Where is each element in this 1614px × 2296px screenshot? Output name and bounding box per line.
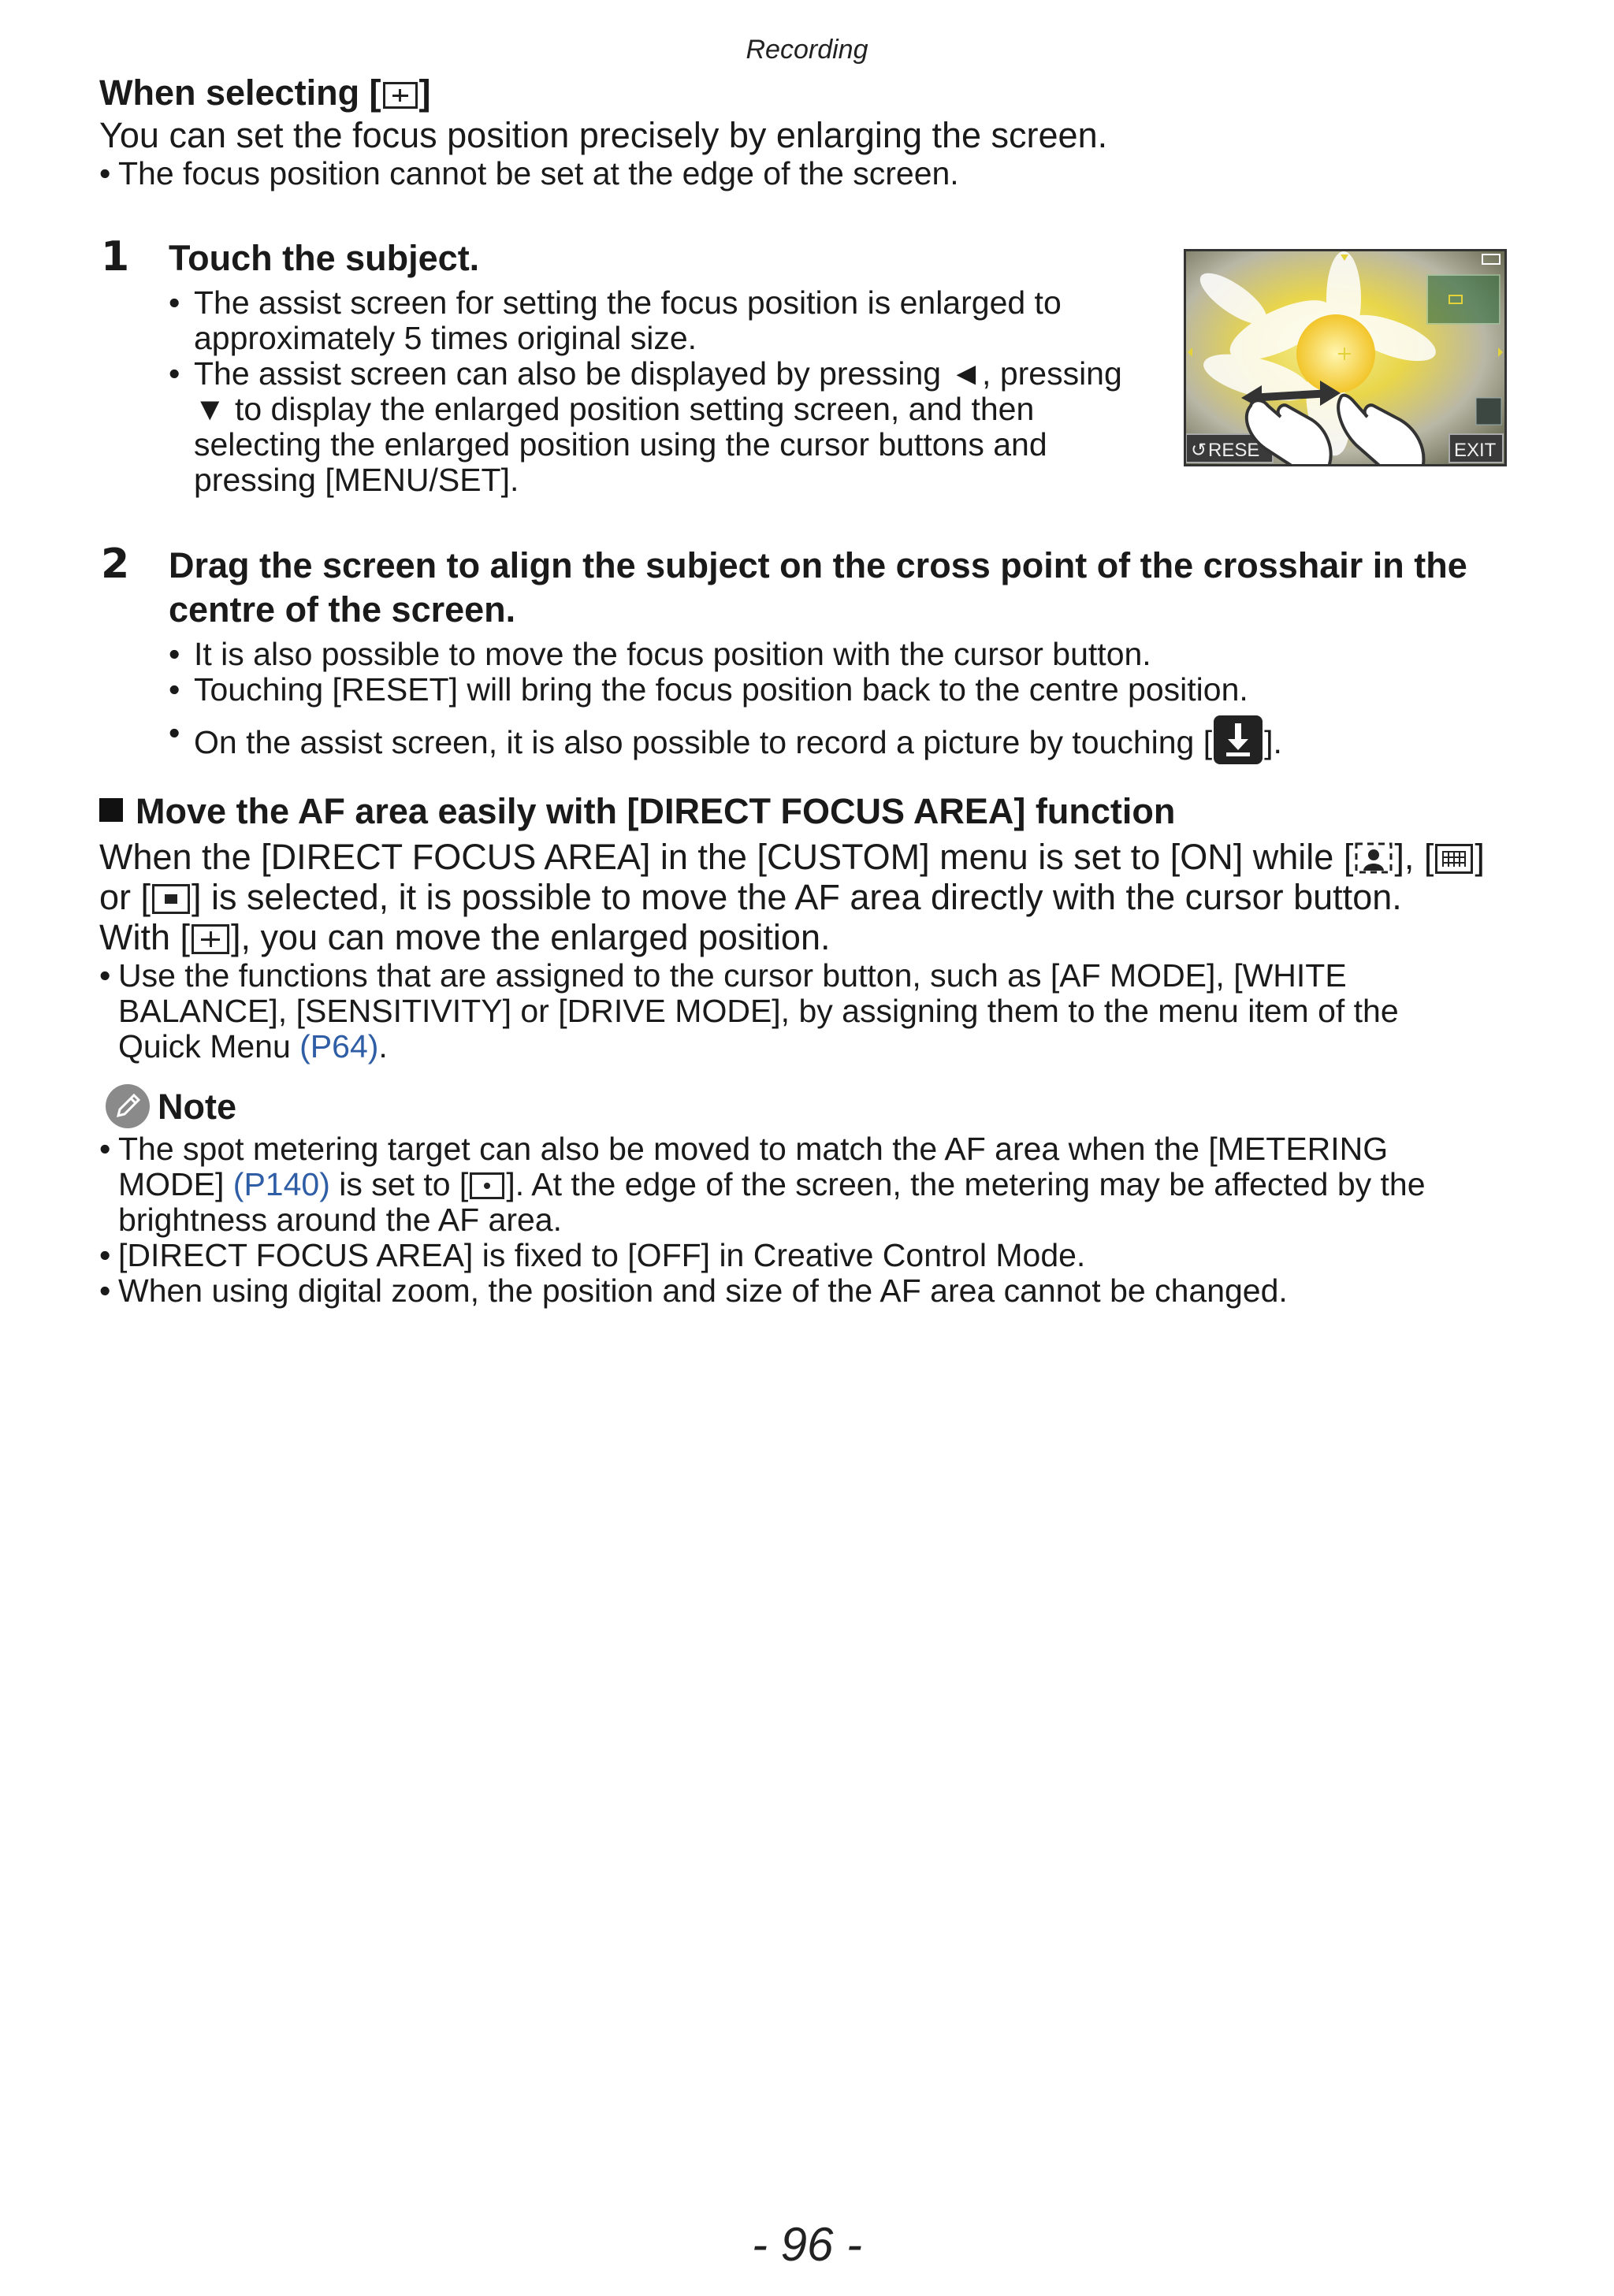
step-1-bullets xyxy=(169,285,1162,498)
note-bullet-3: • When using digital zoom, the position and size of the AF area cannot be changed. xyxy=(99,1273,1486,1309)
direct-focus-line-3 xyxy=(99,917,831,957)
page-number: - 96 - xyxy=(751,2218,863,2271)
direct-focus-bullet-end: . xyxy=(378,1028,388,1064)
record-download-icon xyxy=(1214,715,1263,764)
step-2-bullets xyxy=(169,637,1508,764)
reset-label: RESE xyxy=(1208,440,1260,461)
step-1-bullet-2: • The assist screen can also be displayed by pressing ◄, pressing ▼ to display the enlarged position setting screen, and then selecting the enlarged position using the cursor buttons and pressing [MENU/SET]. xyxy=(169,356,1162,498)
multi-area-icon xyxy=(1435,844,1473,874)
direct-focus-line-1 xyxy=(99,837,1485,877)
step-2-number: 2 xyxy=(101,541,130,588)
direct-focus-line-1-c: ] xyxy=(1475,837,1485,877)
note-title: Note xyxy=(158,1087,236,1127)
face-detection-icon xyxy=(1355,841,1393,873)
direct-focus-heading-text: Move the AF area easily with [DIRECT FOCUS AREA] function xyxy=(136,791,1176,831)
flower-touch-illustration xyxy=(1186,251,1504,464)
pinpoint-plus-icon xyxy=(192,924,229,954)
pinpoint-plus-icon xyxy=(383,82,418,109)
selecting-heading xyxy=(99,72,431,113)
spot-metering-icon xyxy=(470,1172,504,1199)
selecting-intro: You can set the focus position precisely by enlarging the screen. xyxy=(99,115,1108,155)
direct-focus-line-2-a: or [ xyxy=(99,877,151,917)
step-2-bullet-3-suffix: ]. xyxy=(1264,724,1282,760)
step-1-title: Touch the subject. xyxy=(169,238,480,278)
note-bullet-1-a: The spot metering target can also be moved to match the AF area when the [METERING MODE] xyxy=(118,1131,1389,1202)
direct-focus-line-2-b: ] is selected, it is possible to move the AF area directly with the cursor button. xyxy=(192,877,1402,917)
selecting-bullet-block xyxy=(99,156,1439,191)
direct-focus-bullet-text: Use the functions that are assigned to the cursor button, such as [AF MODE], [WHITE BALANCE], [SENSITIVITY] or [DRIVE MODE], by assigning them to the menu item of the Quick Menu xyxy=(118,957,1399,1064)
exit-label: EXIT xyxy=(1454,440,1497,461)
direct-focus-bullet-block xyxy=(99,958,1486,1064)
note-bullet-list xyxy=(99,1131,1486,1309)
note-bullets xyxy=(99,1131,1486,1309)
note-bullet-2: • [DIRECT FOCUS AREA] is fixed to [OFF] in Creative Control Mode. xyxy=(99,1238,1486,1273)
step-1-bullet-1: • The assist screen for setting the focus position is enlarged to approximately 5 times original size. xyxy=(169,285,1162,356)
svg-text:↺: ↺ xyxy=(1191,440,1207,461)
step-1-bullet-list xyxy=(169,285,1162,498)
direct-focus-line-3-a: With [ xyxy=(99,917,191,957)
direct-focus-bullet xyxy=(99,958,1486,1064)
step-1-number: 1 xyxy=(101,233,130,280)
quick-menu-link[interactable]: (P64) xyxy=(299,1028,379,1064)
step-2-bullet-2: • Touching [RESET] will bring the focus position back to the centre position. xyxy=(169,672,1508,708)
step-2-bullet-3-prefix: On the assist screen, it is also possible to record a picture by touching [ xyxy=(194,724,1213,760)
selecting-heading-suffix: ] xyxy=(418,72,431,113)
step-2-title-line-1: Drag the screen to align the subject on the cross point of the crosshair in the xyxy=(169,545,1467,585)
note-bullet-1-c: ]. At the edge of the screen, the metering may be affected by the brightness around the AF area. xyxy=(118,1166,1426,1238)
page-section-header: Recording xyxy=(746,35,868,65)
step-2-bullet-3 xyxy=(169,715,1508,764)
pencil-note-icon xyxy=(106,1084,150,1128)
direct-focus-heading xyxy=(99,791,1175,832)
step-2-bullet-list xyxy=(169,637,1508,764)
single-area-icon xyxy=(152,884,190,914)
direct-focus-line-3-b: ], you can move the enlarged position. xyxy=(231,917,831,957)
assist-screen-illustration xyxy=(1184,249,1507,466)
note-bullet-1-b: is set to [ xyxy=(329,1166,469,1202)
selecting-heading-prefix: When selecting [ xyxy=(99,72,381,113)
note-heading xyxy=(106,1084,236,1128)
direct-focus-line-1-b: ], [ xyxy=(1394,837,1434,877)
selecting-bullet: • The focus position cannot be set at the edge of the screen. xyxy=(99,156,1439,191)
direct-focus-bullet-list xyxy=(99,958,1486,1064)
step-2-bullet-1: • It is also possible to move the focus position with the cursor button. xyxy=(169,637,1508,672)
step-2-title-line-2: centre of the screen. xyxy=(169,589,516,630)
note-bullet-1 xyxy=(99,1131,1486,1238)
selecting-bullet-list xyxy=(99,156,1439,191)
direct-focus-line-1-a: When the [DIRECT FOCUS AREA] in the [CUSTOM] menu is set to [ON] while [ xyxy=(99,837,1354,877)
square-bullet-icon xyxy=(99,798,123,822)
metering-mode-link[interactable]: (P140) xyxy=(232,1166,330,1202)
direct-focus-line-2 xyxy=(99,877,1402,917)
